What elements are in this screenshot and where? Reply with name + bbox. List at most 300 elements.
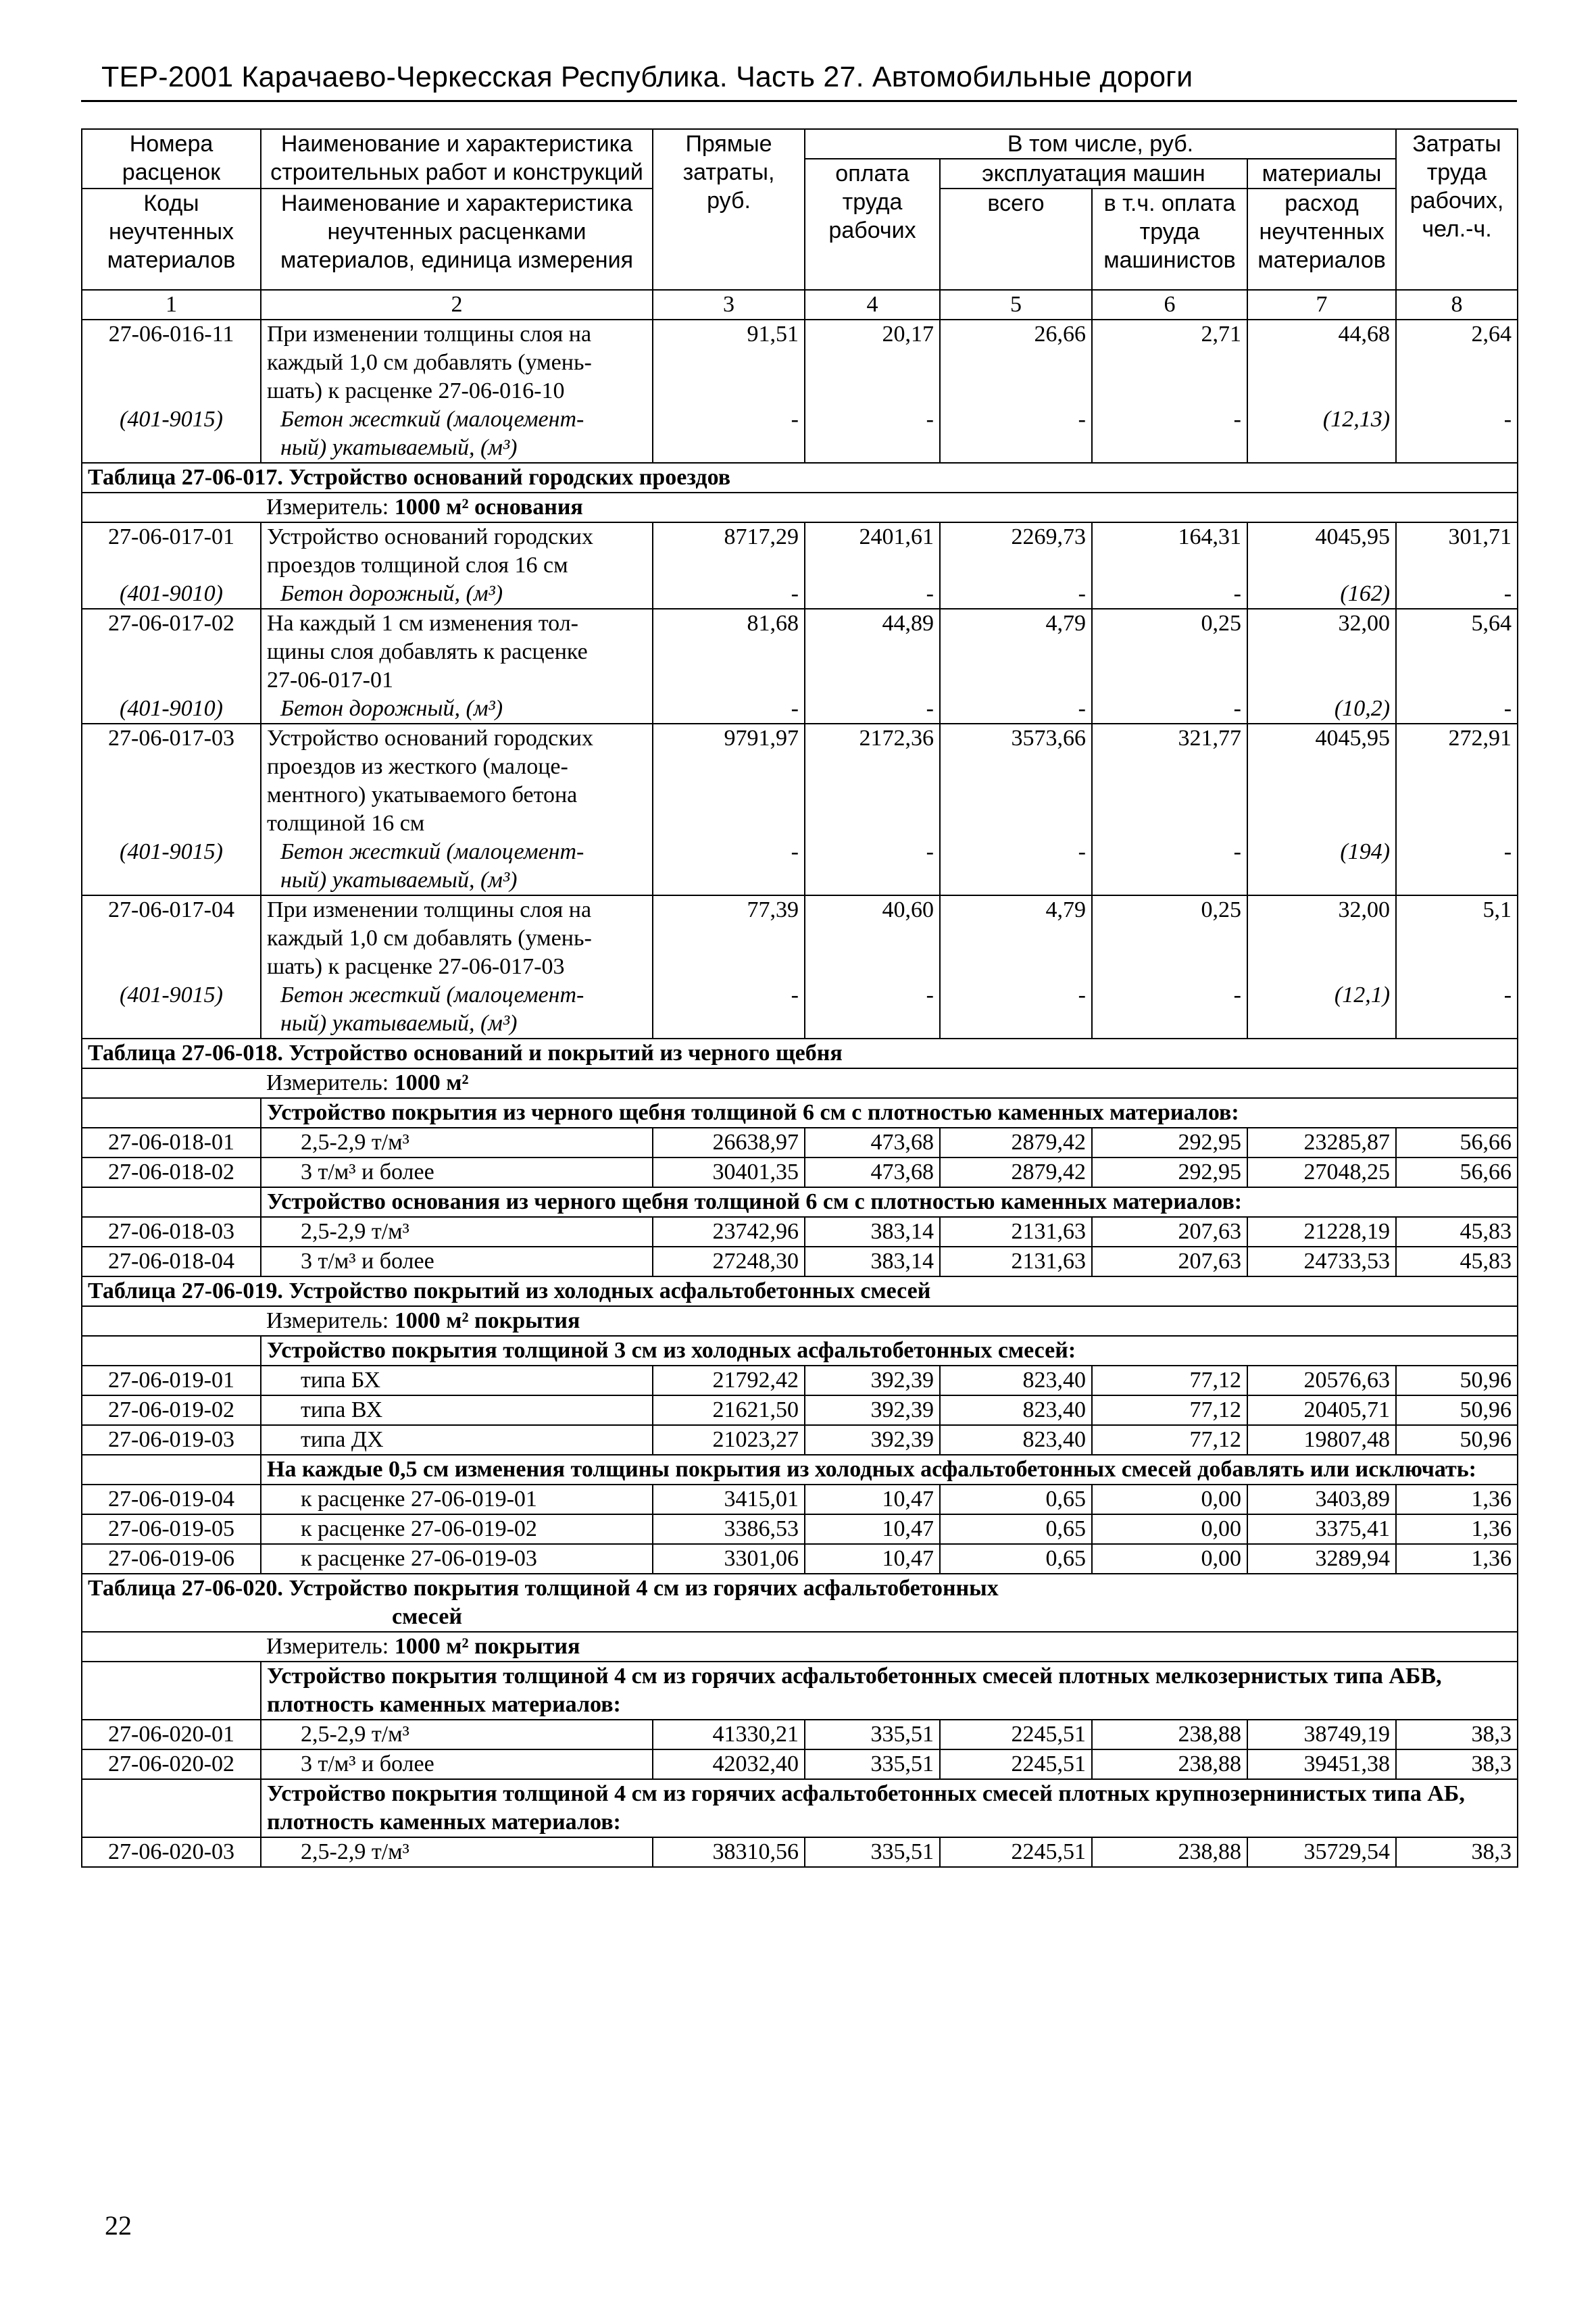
worker-pay: 335,51 — [805, 1837, 940, 1867]
rate-code: 27-06-018-03 — [82, 1217, 261, 1247]
group-heading-spacer — [82, 1455, 261, 1485]
rate-name-line: Устройство оснований городских — [267, 726, 593, 751]
group-heading: Устройство покрытия толщиной 4 см из горячих асфальтобетонных смесей плотных крупнозернинистых типа АБ, плотность каменных материалов: — [261, 1779, 1518, 1837]
machines-total: - — [940, 405, 1092, 463]
rate-name-line: 27-06-017-01 — [267, 668, 393, 693]
labor-hours: 56,66 — [1396, 1128, 1518, 1158]
table-row — [82, 895, 1518, 981]
running-head: ТЕР-2001 Карачаево-Черкесская Республика. Часть 27. Автомобильные дороги — [101, 61, 1193, 93]
material-name-line: Бетон жесткий (малоцемент- — [280, 839, 584, 864]
rate-code: 27-06-020-03 — [82, 1837, 261, 1867]
machines-total: 2245,51 — [940, 1749, 1092, 1779]
worker-pay: - — [805, 580, 940, 609]
header-group: В том числе, руб. — [805, 129, 1396, 159]
rate-name-line: толщиной 16 см — [267, 811, 425, 836]
col-number: 2 — [261, 290, 653, 320]
machines-total: 823,40 — [940, 1425, 1092, 1455]
labor-hours: 5,64 — [1396, 609, 1518, 695]
rate-name: 2,5-2,9 т/м³ — [261, 1217, 653, 1247]
meter — [261, 1068, 1518, 1098]
worker-pay: - — [805, 695, 940, 724]
header-materials: материалы — [1247, 159, 1396, 189]
group-heading-spacer — [82, 1662, 261, 1720]
table-020 — [82, 1574, 1518, 1662]
material-consumption: (12,13) — [1247, 405, 1396, 463]
materials: 44,68 — [1247, 320, 1396, 405]
group-heading-row — [82, 1779, 1518, 1837]
material-row — [82, 981, 1518, 1039]
direct-costs: - — [653, 580, 805, 609]
machinist-pay: 2,71 — [1092, 320, 1247, 405]
table-title-row — [82, 1574, 1518, 1632]
machinist-pay: 321,77 — [1092, 724, 1247, 838]
table-row — [82, 1128, 1518, 1158]
col-number: 5 — [940, 290, 1092, 320]
meter-label: Измеритель: — [266, 1070, 395, 1095]
col-number: 1 — [82, 290, 261, 320]
machinist-pay: 238,88 — [1092, 1749, 1247, 1779]
worker-pay: 392,39 — [805, 1366, 940, 1395]
rates-table — [81, 128, 1518, 1868]
machinist-pay: - — [1092, 695, 1247, 724]
group-heading-spacer — [82, 1336, 261, 1366]
page-number: 22 — [105, 2210, 132, 2241]
machinist-pay: 207,63 — [1092, 1217, 1247, 1247]
rate-name — [261, 522, 653, 580]
header-col2-bottom: Наименование и характеристика неучтенных расценками материалов, единица измерения — [261, 189, 653, 290]
materials: 20576,63 — [1247, 1366, 1396, 1395]
labor-hours: 1,36 — [1396, 1514, 1518, 1544]
meter-spacer — [82, 1632, 261, 1662]
table-row — [82, 1749, 1518, 1779]
material-name-line: Бетон дорожный, (м³) — [280, 581, 503, 606]
material-name-line: ный) укатываемый, (м³) — [280, 1011, 518, 1036]
group-heading-row — [82, 1662, 1518, 1720]
machinist-pay: 77,12 — [1092, 1425, 1247, 1455]
header-col5: всего — [940, 189, 1092, 290]
rate-code: 27-06-017-03 — [82, 724, 261, 838]
group-heading-row — [82, 1455, 1518, 1485]
labor-hours: 38,3 — [1396, 1720, 1518, 1749]
table-title — [82, 1574, 1518, 1632]
material-name-line: Бетон жесткий (малоцемент- — [280, 407, 584, 432]
direct-costs: 81,68 — [653, 609, 805, 695]
materials: 24733,53 — [1247, 1247, 1396, 1276]
rate-name: к расценке 27-06-019-02 — [261, 1514, 653, 1544]
materials: 21228,19 — [1247, 1217, 1396, 1247]
meter-row — [82, 1068, 1518, 1098]
machinist-pay: 292,95 — [1092, 1158, 1247, 1187]
table-title-row — [82, 1276, 1518, 1306]
machinist-pay: 0,00 — [1092, 1544, 1247, 1574]
direct-costs: 21023,27 — [653, 1425, 805, 1455]
meter-value: 1000 м² — [394, 1070, 469, 1095]
rates-table-frame — [81, 128, 1517, 2129]
header-col8: Затраты труда рабочих, чел.-ч. — [1396, 129, 1518, 290]
group-heading: На каждые 0,5 см изменения толщины покрытия из холодных асфальтобетонных смесей добавлять или исключать: — [261, 1455, 1518, 1485]
machinist-pay: 0,25 — [1092, 895, 1247, 981]
table-019-rows — [82, 1336, 1518, 1574]
worker-pay: - — [805, 838, 940, 895]
rate-code: 27-06-018-02 — [82, 1158, 261, 1187]
machines-total: - — [940, 580, 1092, 609]
materials: 32,00 — [1247, 895, 1396, 981]
machinist-pay: 77,12 — [1092, 1395, 1247, 1425]
rate-code: 27-06-019-03 — [82, 1425, 261, 1455]
direct-costs: 3301,06 — [653, 1544, 805, 1574]
rate-name-line: проездов из жесткого (малоце- — [267, 754, 568, 779]
meter-value: 1000 м² покрытия — [394, 1634, 580, 1659]
machinist-pay: 238,88 — [1092, 1720, 1247, 1749]
direct-costs: - — [653, 981, 805, 1039]
table-020-rows — [82, 1662, 1518, 1867]
group-heading-spacer — [82, 1779, 261, 1837]
rate-name-line: При изменении толщины слоя на — [267, 322, 592, 347]
material-name — [261, 580, 653, 609]
worker-pay: - — [805, 981, 940, 1039]
meter-spacer — [82, 1306, 261, 1336]
worker-pay: 10,47 — [805, 1544, 940, 1574]
material-consumption: (162) — [1247, 580, 1396, 609]
group-heading-spacer — [82, 1187, 261, 1217]
labor-hours: 50,96 — [1396, 1425, 1518, 1455]
material-code: (401-9015) — [82, 981, 261, 1039]
material-name — [261, 405, 653, 463]
material-name-line: Бетон жесткий (малоцемент- — [280, 982, 584, 1007]
rate-name: типа БХ — [261, 1366, 653, 1395]
material-code: (401-9010) — [82, 695, 261, 724]
table-row — [82, 1485, 1518, 1514]
table-018-rows — [82, 1098, 1518, 1276]
direct-costs: 41330,21 — [653, 1720, 805, 1749]
machinist-pay: 77,12 — [1092, 1366, 1247, 1395]
materials: 39451,38 — [1247, 1749, 1396, 1779]
rate-name-line: проездов толщиной слоя 16 см — [267, 553, 568, 578]
direct-costs: 23742,96 — [653, 1217, 805, 1247]
material-name-line: Бетон дорожный, (м³) — [280, 696, 503, 721]
worker-pay: 40,60 — [805, 895, 940, 981]
machines-total: 0,65 — [940, 1544, 1092, 1574]
rate-name: 2,5-2,9 т/м³ — [261, 1720, 653, 1749]
table-title: Таблица 27-06-017. Устройство оснований городских проездов — [82, 463, 1518, 493]
group-heading: Устройство основания из черного щебня толщиной 6 см с плотностью каменных материалов: — [261, 1187, 1518, 1217]
table-title-line: Таблица 27-06-020. Устройство покрытия толщиной 4 см из горячих асфальтобетонных — [88, 1576, 999, 1601]
header-col4: оплата труда рабочих — [805, 159, 940, 290]
rate-name-line: каждый 1,0 см добавлять (умень- — [267, 350, 592, 375]
col-number: 7 — [1247, 290, 1396, 320]
machines-total: 26,66 — [940, 320, 1092, 405]
rate-code: 27-06-016-11 — [82, 320, 261, 405]
material-consumption: (194) — [1247, 838, 1396, 895]
rate-code: 27-06-019-04 — [82, 1485, 261, 1514]
table-title: Таблица 27-06-019. Устройство покрытий из холодных асфальтобетонных смесей — [82, 1276, 1518, 1306]
rate-name-line: шать) к расценке 27-06-017-03 — [267, 954, 565, 979]
rate-name — [261, 320, 653, 405]
direct-costs: 42032,40 — [653, 1749, 805, 1779]
rate-name — [261, 609, 653, 695]
machines-total: 2245,51 — [940, 1837, 1092, 1867]
worker-pay: - — [805, 405, 940, 463]
table-row — [82, 320, 1518, 405]
worker-pay: 2172,36 — [805, 724, 940, 838]
table-row — [82, 1514, 1518, 1544]
group-heading-row — [82, 1336, 1518, 1366]
rate-name-line: Устройство оснований городских — [267, 524, 593, 549]
material-code: (401-9015) — [82, 405, 261, 463]
worker-pay: 44,89 — [805, 609, 940, 695]
direct-costs: 91,51 — [653, 320, 805, 405]
meter-row — [82, 493, 1518, 522]
machinist-pay: 0,25 — [1092, 609, 1247, 695]
materials: 27048,25 — [1247, 1158, 1396, 1187]
materials: 19807,48 — [1247, 1425, 1396, 1455]
direct-costs: 38310,56 — [653, 1837, 805, 1867]
labor-hours: 1,36 — [1396, 1544, 1518, 1574]
rate-name: к расценке 27-06-019-03 — [261, 1544, 653, 1574]
meter — [261, 493, 1518, 522]
rate-code: 27-06-017-02 — [82, 609, 261, 695]
labor-hours: - — [1396, 981, 1518, 1039]
materials: 32,00 — [1247, 609, 1396, 695]
machinist-pay: 292,95 — [1092, 1128, 1247, 1158]
table-row — [82, 1217, 1518, 1247]
material-code: (401-9015) — [82, 838, 261, 895]
labor-hours: 272,91 — [1396, 724, 1518, 838]
material-row — [82, 838, 1518, 895]
material-row — [82, 405, 1518, 463]
labor-hours: 301,71 — [1396, 522, 1518, 580]
header-machines: эксплуатация машин — [940, 159, 1247, 189]
table-row — [82, 1366, 1518, 1395]
table-title-row — [82, 1039, 1518, 1068]
table-row — [82, 522, 1518, 580]
material-name-line: ный) укатываемый, (м³) — [280, 868, 518, 893]
meter — [261, 1632, 1518, 1662]
labor-hours: 45,83 — [1396, 1217, 1518, 1247]
worker-pay: 473,68 — [805, 1158, 940, 1187]
table-018 — [82, 1039, 1518, 1098]
material-name — [261, 981, 653, 1039]
direct-costs: 3386,53 — [653, 1514, 805, 1544]
header-col7: расход неучтенных материалов — [1247, 189, 1396, 290]
header-col1-top: Номера расценок — [82, 129, 261, 189]
rate-name: 3 т/м³ и более — [261, 1247, 653, 1276]
labor-hours: 2,64 — [1396, 320, 1518, 405]
worker-pay: 10,47 — [805, 1514, 940, 1544]
labor-hours: 5,1 — [1396, 895, 1518, 981]
header-col3: Прямые затраты, руб. — [653, 129, 805, 290]
machines-total: 4,79 — [940, 609, 1092, 695]
machinist-pay: 164,31 — [1092, 522, 1247, 580]
material-row — [82, 695, 1518, 724]
rate-code: 27-06-018-04 — [82, 1247, 261, 1276]
labor-hours: 56,66 — [1396, 1158, 1518, 1187]
worker-pay: 383,14 — [805, 1217, 940, 1247]
header-column-numbers — [82, 290, 1518, 320]
table-row — [82, 1425, 1518, 1455]
rate-name-line: ментного) укатываемого бетона — [267, 782, 578, 807]
rate-name — [261, 724, 653, 838]
machines-total: - — [940, 838, 1092, 895]
material-code: (401-9010) — [82, 580, 261, 609]
direct-costs: 21792,42 — [653, 1366, 805, 1395]
labor-hours: 38,3 — [1396, 1749, 1518, 1779]
worker-pay: 383,14 — [805, 1247, 940, 1276]
material-row — [82, 580, 1518, 609]
worker-pay: 473,68 — [805, 1128, 940, 1158]
rate-name: 3 т/м³ и более — [261, 1158, 653, 1187]
machinist-pay: - — [1092, 580, 1247, 609]
worker-pay: 10,47 — [805, 1485, 940, 1514]
table-row — [82, 1544, 1518, 1574]
materials: 3375,41 — [1247, 1514, 1396, 1544]
table-017-rows — [82, 522, 1518, 1039]
table-row — [82, 1158, 1518, 1187]
machinist-pay: 0,00 — [1092, 1485, 1247, 1514]
worker-pay: 392,39 — [805, 1395, 940, 1425]
rate-name: к расценке 27-06-019-01 — [261, 1485, 653, 1514]
table-header — [82, 129, 1518, 290]
table-row — [82, 609, 1518, 695]
rate-code: 27-06-020-01 — [82, 1720, 261, 1749]
rate-code: 27-06-017-01 — [82, 522, 261, 580]
rate-name-line: шать) к расценке 27-06-016-10 — [267, 378, 565, 403]
machines-total: 0,65 — [940, 1514, 1092, 1544]
machinist-pay: 238,88 — [1092, 1837, 1247, 1867]
material-name — [261, 838, 653, 895]
machines-total: 3573,66 — [940, 724, 1092, 838]
machinist-pay: - — [1092, 838, 1247, 895]
machines-total: 4,79 — [940, 895, 1092, 981]
rate-name-line: каждый 1,0 см добавлять (умень- — [267, 926, 592, 951]
table-title-row — [82, 463, 1518, 493]
rate-code: 27-06-019-06 — [82, 1544, 261, 1574]
meter-spacer — [82, 493, 261, 522]
direct-costs: 30401,35 — [653, 1158, 805, 1187]
worker-pay: 392,39 — [805, 1425, 940, 1455]
meter-label: Измеритель: — [266, 1634, 395, 1659]
machines-total: 823,40 — [940, 1395, 1092, 1425]
header-col6: в т.ч. оплата труда машинистов — [1092, 189, 1247, 290]
meter-row — [82, 1632, 1518, 1662]
group-heading-spacer — [82, 1098, 261, 1128]
table-title-line: смесей — [392, 1604, 462, 1629]
rate-code: 27-06-020-02 — [82, 1749, 261, 1779]
col-number: 3 — [653, 290, 805, 320]
direct-costs: 3415,01 — [653, 1485, 805, 1514]
group-heading-row — [82, 1187, 1518, 1217]
direct-costs: 9791,97 — [653, 724, 805, 838]
direct-costs: 27248,30 — [653, 1247, 805, 1276]
table-row — [82, 1247, 1518, 1276]
table-title: Таблица 27-06-018. Устройство оснований и покрытий из черного щебня — [82, 1039, 1518, 1068]
direct-costs: 77,39 — [653, 895, 805, 981]
labor-hours: 45,83 — [1396, 1247, 1518, 1276]
col-number: 4 — [805, 290, 940, 320]
meter-label: Измеритель: — [266, 1308, 395, 1333]
machines-total: 2269,73 — [940, 522, 1092, 580]
rate-code: 27-06-019-01 — [82, 1366, 261, 1395]
rate-name: типа ВХ — [261, 1395, 653, 1425]
direct-costs: - — [653, 838, 805, 895]
materials: 35729,54 — [1247, 1837, 1396, 1867]
meter-label: Измеритель: — [266, 495, 395, 520]
rate-code: 27-06-019-05 — [82, 1514, 261, 1544]
direct-costs: 26638,97 — [653, 1128, 805, 1158]
table-019 — [82, 1276, 1518, 1336]
direct-costs: - — [653, 695, 805, 724]
labor-hours: 38,3 — [1396, 1837, 1518, 1867]
header-col1-bottom: Коды неучтенных материалов — [82, 189, 261, 290]
labor-hours: - — [1396, 695, 1518, 724]
machinist-pay: - — [1092, 405, 1247, 463]
meter — [261, 1306, 1518, 1336]
direct-costs: 21621,50 — [653, 1395, 805, 1425]
material-name — [261, 695, 653, 724]
group-heading-row — [82, 1098, 1518, 1128]
labor-hours: - — [1396, 580, 1518, 609]
machinist-pay: 207,63 — [1092, 1247, 1247, 1276]
machines-total: 823,40 — [940, 1366, 1092, 1395]
meter-spacer — [82, 1068, 261, 1098]
table-row — [82, 724, 1518, 838]
machines-total: - — [940, 695, 1092, 724]
group-heading: Устройство покрытия толщиной 3 см из холодных асфальтобетонных смесей: — [261, 1336, 1518, 1366]
table-017 — [82, 463, 1518, 522]
rate-name: типа ДХ — [261, 1425, 653, 1455]
machines-total: 2879,42 — [940, 1158, 1092, 1187]
rate-name-line: щины слоя добавлять к расценке — [267, 639, 588, 664]
materials: 4045,95 — [1247, 724, 1396, 838]
rate-name — [261, 895, 653, 981]
table-row — [82, 1837, 1518, 1867]
rate-name-line: На каждый 1 см изменения тол- — [267, 611, 578, 636]
rate-name: 2,5-2,9 т/м³ — [261, 1128, 653, 1158]
labor-hours: 1,36 — [1396, 1485, 1518, 1514]
table-row — [82, 1395, 1518, 1425]
header-col2-top: Наименование и характеристика строительных работ и конструкций — [261, 129, 653, 189]
header-rule — [81, 100, 1517, 102]
rate-code: 27-06-018-01 — [82, 1128, 261, 1158]
materials: 20405,71 — [1247, 1395, 1396, 1425]
materials: 4045,95 — [1247, 522, 1396, 580]
direct-costs: - — [653, 405, 805, 463]
machinist-pay: 0,00 — [1092, 1514, 1247, 1544]
rate-name: 2,5-2,9 т/м³ — [261, 1837, 653, 1867]
materials: 3289,94 — [1247, 1544, 1396, 1574]
meter-row — [82, 1306, 1518, 1336]
worker-pay: 20,17 — [805, 320, 940, 405]
rate-name-line: При изменении толщины слоя на — [267, 897, 592, 922]
material-consumption: (10,2) — [1247, 695, 1396, 724]
direct-costs: 8717,29 — [653, 522, 805, 580]
materials: 38749,19 — [1247, 1720, 1396, 1749]
materials: 23285,87 — [1247, 1128, 1396, 1158]
machines-total: 2245,51 — [940, 1720, 1092, 1749]
machines-total: 0,65 — [940, 1485, 1092, 1514]
labor-hours: - — [1396, 838, 1518, 895]
labor-hours: - — [1396, 405, 1518, 463]
group-heading: Устройство покрытия из черного щебня толщиной 6 см с плотностью каменных материалов: — [261, 1098, 1518, 1128]
labor-hours: 50,96 — [1396, 1395, 1518, 1425]
rate-name: 3 т/м³ и более — [261, 1749, 653, 1779]
material-name-line: ный) укатываемый, (м³) — [280, 435, 518, 460]
material-consumption: (12,1) — [1247, 981, 1396, 1039]
meter-value: 1000 м² основания — [394, 495, 583, 520]
machinist-pay: - — [1092, 981, 1247, 1039]
meter-value: 1000 м² покрытия — [394, 1308, 580, 1333]
labor-hours: 50,96 — [1396, 1366, 1518, 1395]
